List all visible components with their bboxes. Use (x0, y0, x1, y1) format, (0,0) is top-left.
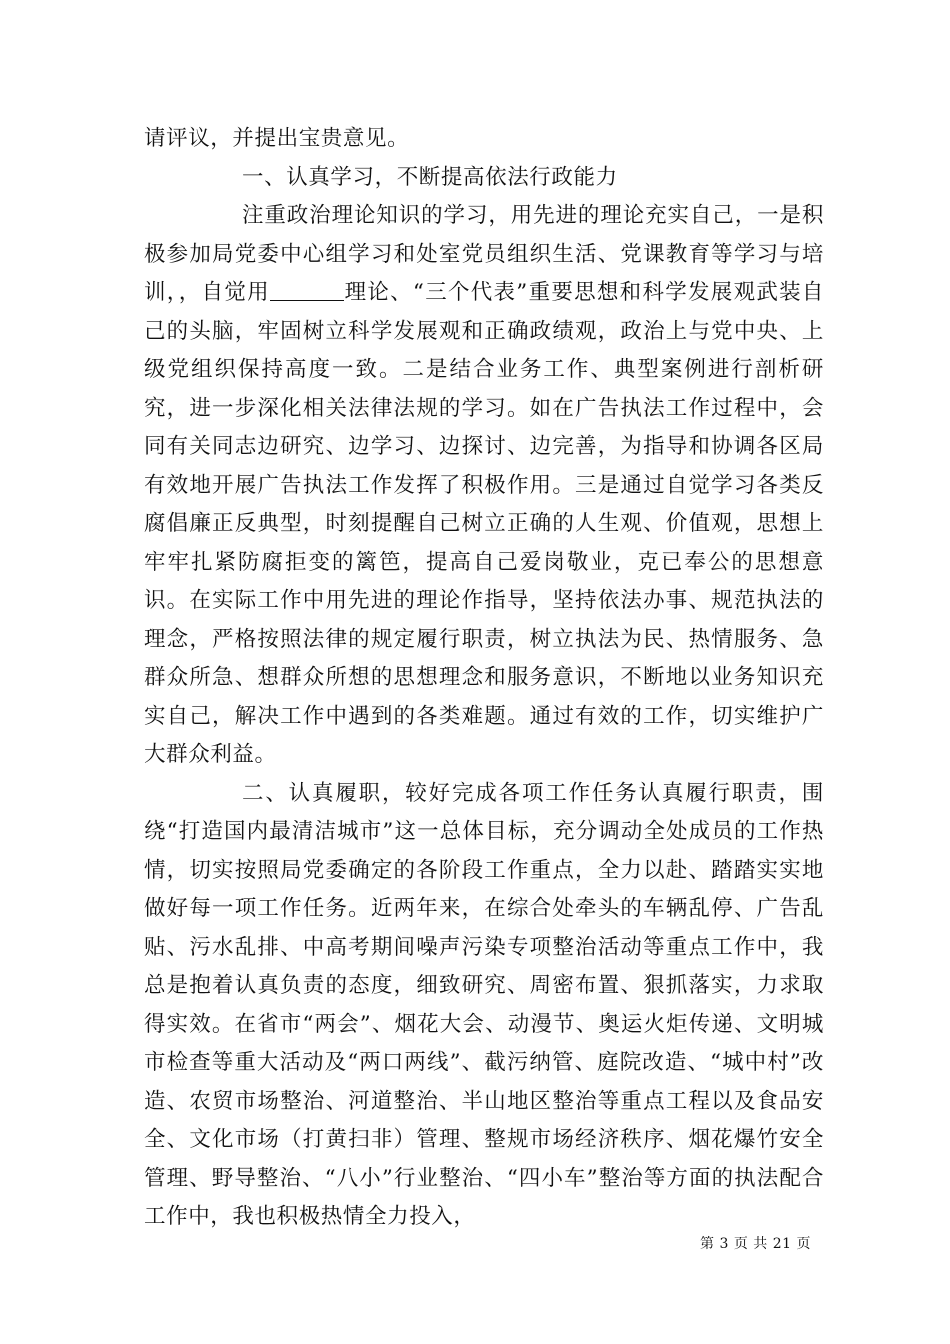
page-number-footer: 第 3 页 共 21 页 (700, 1236, 811, 1252)
document-body (144, 120, 824, 1237)
paragraph-study-text-a: 注重政治理论知识的学习，用先进的理论充实自己，一是积极参加局党委中心组学习和处室党员组织生活、党课教育等学习与培训，，自觉用 (144, 203, 824, 305)
section-heading-1: 一、认真学习，不断提高依法行政能力 (242, 164, 618, 190)
paragraph-closing: 请评议，并提出宝贵意见。 (144, 126, 410, 151)
fill-in-blank (270, 278, 344, 301)
paragraph-study (144, 197, 824, 775)
paragraph-study-text-b: 理论、“三个代表”重要思想和科学发展观武装自己的头脑，牢固树立科学发展观和正确政绩观，政治上与党中央、上级党组织保持高度一致。二是结合业务工作、典型案例进行剖析研究，进一步深化相关法律法规的学习。如在广告执法工作过程中，会同有关同志边研究、边学习、边探讨、边完善，为指导和协调各区局有效地开展广告执法工作发挥了积极作用。三是通过自觉学习各类反腐倡廉正反典型，时刻提醒自己树立正确的人生观、价值观，思想上牢牢扎紧防腐拒变的篱笆，提高自己爱岗敬业，克已奉公的思想意识。在实际工作中用先进的理论作指导，坚持依法办事、规范执法的理念，严格按照法律的规定履行职责，树立执法为民、热情服务、急群众所急、想群众所想的思想理念和服务意识，不断地以业务知识充实自己，解决工作中遇到的各类难题。通过有效的工作，切实维护广大群众利益。 (144, 280, 824, 767)
paragraph-duties: 二、认真履职，较好完成各项工作任务认真履行职责，围绕“打造国内最清洁城市”这一总体目标，充分调动全处成员的工作热情，切实按照局党委确定的各阶段工作重点，全力以赴、踏踏实实地做好每一项工作任务。近两年来，在综合处牵头的车辆乱停、广告乱贴、污水乱排、中高考期间噪声污染专项整治活动等重点工作中，我总是抱着认真负责的态度，细致研究、周密布置、狠抓落实，力求取得实效。在省市“两会”、烟花大会、动漫节、奥运火炬传递、文明城市检查等重大活动及“两口两线”、截污纳管、庭院改造、“城中村”改造、农贸市场整治、河道整治、半山地区整治等重点工程以及食品安全、文化市场（打黄扫非）管理、整规市场经济秩序、烟花爆竹安全管理、野导整治、“八小”行业整治、“四小车”整治等方面的执法配合工作中，我也积极热情全力投入， (144, 780, 824, 1229)
